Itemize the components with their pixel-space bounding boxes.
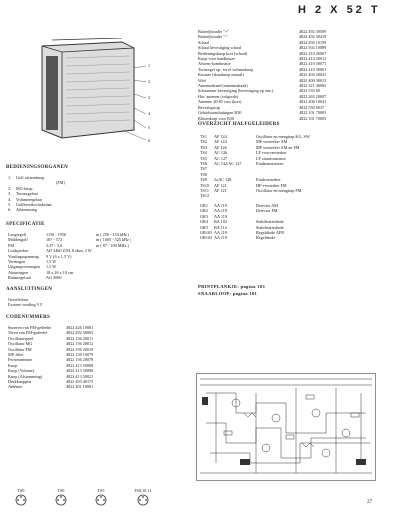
list-item: Bevestigstrip 4822 550 6037 bbox=[198, 104, 325, 110]
table-row: TS4 AC 126 LF voorversterker bbox=[200, 150, 287, 156]
list-item: 3. Toonregelaar bbox=[8, 191, 39, 197]
list-item: Klittenkurp voor R30 4822 101 70003 bbox=[198, 115, 327, 121]
table-row: GR1 AA 119 Detector AM bbox=[200, 202, 278, 208]
semiconductor-list bbox=[200, 134, 346, 241]
callout-5: 5 bbox=[148, 125, 151, 130]
list-item: Afstem-kombinatie 4822 410 50071 bbox=[198, 61, 327, 67]
circuit-schematic bbox=[196, 373, 376, 481]
table-row: TS7 bbox=[200, 166, 207, 172]
schema-note: SNAARLOOP: pagina 101 bbox=[198, 291, 258, 296]
table-row: TS1 AF 124 Oscillator en mengtrap KG, SW bbox=[200, 134, 310, 139]
list-item: Knop (Volume) 4822 413 50006 bbox=[8, 368, 94, 374]
transistor-outline: TS6 bbox=[54, 488, 68, 512]
list-item: Knop voor bandkeuze 4822 410 20012 bbox=[198, 56, 327, 62]
transistor-outline: TS8,10,11 bbox=[134, 488, 151, 512]
list-item: 1. Golf afstemknop bbox=[8, 175, 45, 180]
radio-illustration bbox=[22, 38, 152, 144]
list-item: Afmetingen 18 x 26 x 10 cm bbox=[8, 269, 74, 275]
list-item: Toonregel op- en/of volumeknop 4822 410 30001 bbox=[198, 66, 327, 72]
list-item: 2. MG-knop bbox=[8, 185, 33, 191]
callout-2: 2 bbox=[148, 79, 151, 84]
table-row: TS6 AC 132/AC 127 Eindtransistoren bbox=[200, 161, 284, 167]
table-row: GR101 AA 119 Regeldiode AFR bbox=[200, 229, 285, 235]
section-heading-codes: CODENUMMERS bbox=[6, 315, 51, 320]
callout-6: 6 bbox=[148, 138, 151, 143]
section-heading-controls: BEDIENINGSORGANEN bbox=[6, 165, 69, 170]
table-row: TS11 AF 121 Oscillator en mengtrap FM bbox=[200, 188, 302, 194]
list-item: Externe voeding 9 V bbox=[8, 302, 43, 308]
list-item: Oortelefoon bbox=[8, 297, 29, 302]
list-item: Uitgangsvermogen 1,5 W bbox=[8, 264, 57, 270]
section-heading-specification: SPECIFICATIE bbox=[6, 222, 45, 227]
transistor-outline: TS5 bbox=[94, 488, 108, 512]
list-item: Hor. antenne (volgorde) 4822 265 20007 bbox=[198, 93, 327, 99]
list-item: Oscillator MG 4822 156 20012 bbox=[8, 341, 94, 347]
list-item: Kruiner (draaiknop metaal) 4822 404 20041 bbox=[198, 72, 327, 78]
list-item: Oscillator FM 4822 156 20019 bbox=[8, 346, 94, 352]
section-heading-semiconductors: OVERZICHT HALFGELEIDERS bbox=[198, 122, 280, 127]
specification-list bbox=[8, 232, 131, 281]
list-item: Knop 4822 413 50009 bbox=[8, 362, 94, 368]
list-item: Schaal 4822 450 10159 bbox=[198, 39, 327, 45]
list-item: Ruimtegeluid AG 3060 bbox=[8, 275, 62, 281]
page-number: 27 bbox=[367, 500, 372, 505]
list-item: Wiel 4822 400 30015 bbox=[198, 77, 327, 83]
transistor-pin-icon bbox=[14, 493, 28, 507]
list-item: Antennedraad (antennedraad) 4822 321 40065 bbox=[198, 83, 327, 89]
list-item: Knop (Afstemming) 4822 413 50021 bbox=[8, 373, 94, 379]
list-item: Veren van FM-gedeelte 4822 492 30063 bbox=[8, 330, 94, 336]
callout-1: 1 bbox=[148, 63, 151, 68]
list-item: Schaarnaar bevestiging (bevestiging op enz.) 4822 535 60 bbox=[198, 88, 320, 94]
list-item: Drukknoppen 4822 493 40175 bbox=[8, 379, 94, 385]
list-item: Batterijhouder "+" 4822 492 30509 bbox=[198, 29, 327, 34]
table-row: GR5 BA 114 Stabilisatiediode bbox=[200, 224, 284, 230]
table-row: GR3 AA 119 bbox=[200, 213, 227, 219]
list-item: Batterijhouder "-" 4822 492 30419 bbox=[198, 34, 327, 40]
list-item: FM 3,47 - 3,0 m ( 87 - 100 MHz ) bbox=[8, 242, 129, 248]
table-row: GR102 AA 119 Regeldiode bbox=[200, 235, 276, 241]
list-item: Oscillatorspoel 4822 156 20011 bbox=[8, 335, 94, 341]
list-item: MF-filter 4822 158 10079 bbox=[8, 352, 94, 358]
list-item: Schaal bevestiging schaal 4822 502 10089 bbox=[198, 45, 327, 51]
list-item: Antenne 4822 401 10001 bbox=[8, 384, 94, 390]
table-row: GR4 BA 102 Stabilisatiediode bbox=[200, 219, 284, 225]
list-item: (FM) bbox=[56, 180, 65, 186]
table-row: TS3 AF 126 MF versterker AM en FM bbox=[200, 144, 300, 150]
controls-list bbox=[8, 175, 65, 213]
list-item: Geluidsaansluitingen R30 4822 101 70005 bbox=[198, 110, 327, 116]
table-row: GR2 AA 119 Detector FM bbox=[200, 208, 278, 214]
connections-list bbox=[8, 297, 43, 308]
transistor-pin-icon bbox=[136, 493, 150, 507]
codes-list bbox=[8, 325, 102, 390]
callout-4: 4 bbox=[148, 111, 151, 116]
list-item: 6. Afstemming bbox=[8, 207, 37, 213]
table-row: TS12 bbox=[200, 193, 210, 199]
table-row: TS9 2xAC 128 Eindversterker bbox=[200, 177, 281, 183]
print-note: PRINTPLANKJE: pagina 103 bbox=[198, 284, 265, 289]
list-item: Middengolf 187 - 572 m ( 1605 - 525 kHz ) bbox=[8, 237, 132, 243]
parts-list bbox=[198, 29, 349, 121]
list-item: Luidspreker AD 3460 Z/M, 8 ohm, 3 W bbox=[8, 248, 92, 254]
list-item: Antenne 20-05 vast (kort) 4822 406 10041 bbox=[198, 99, 327, 105]
model-title: H 2 X 52 T bbox=[298, 4, 381, 16]
section-heading-connections: AANSLUITINGEN bbox=[6, 287, 53, 292]
table-row: TS5 AC 127 LF stuurtransistor bbox=[200, 155, 286, 161]
callout-3: 3 bbox=[148, 95, 151, 100]
transistor-outline: TS9 bbox=[14, 488, 28, 512]
transistor-pin-icon bbox=[54, 493, 68, 507]
list-item: Vermogen 1,5 W bbox=[8, 259, 57, 265]
list-item: 4. Volumeregelaar bbox=[8, 196, 43, 202]
list-item: Ferrietantenne 4822 156 20078 bbox=[8, 357, 94, 363]
table-row: TS10 AF 121 HF-versterker FM bbox=[200, 182, 287, 188]
table-row: TS8 bbox=[200, 171, 207, 177]
list-item: 5. Golfbereikschakelaar bbox=[8, 202, 52, 208]
list-item: Snoeren van FM-gedeelte 4822 426 10001 bbox=[8, 325, 94, 330]
list-item: Voedingsspanning 9 V (6 x 1,5 V) bbox=[8, 253, 72, 259]
transistor-pin-icon bbox=[94, 493, 108, 507]
transistor-outlines bbox=[14, 488, 151, 512]
list-item: Bedieningsknop kort (schaal) 4822 410 20067 bbox=[198, 50, 327, 56]
list-item: Lengtegolf 1150 - 1950 m ( 250 - 154 kHz ) bbox=[8, 232, 130, 237]
table-row: TS2 AF 124 MF versterker AM bbox=[200, 139, 288, 145]
